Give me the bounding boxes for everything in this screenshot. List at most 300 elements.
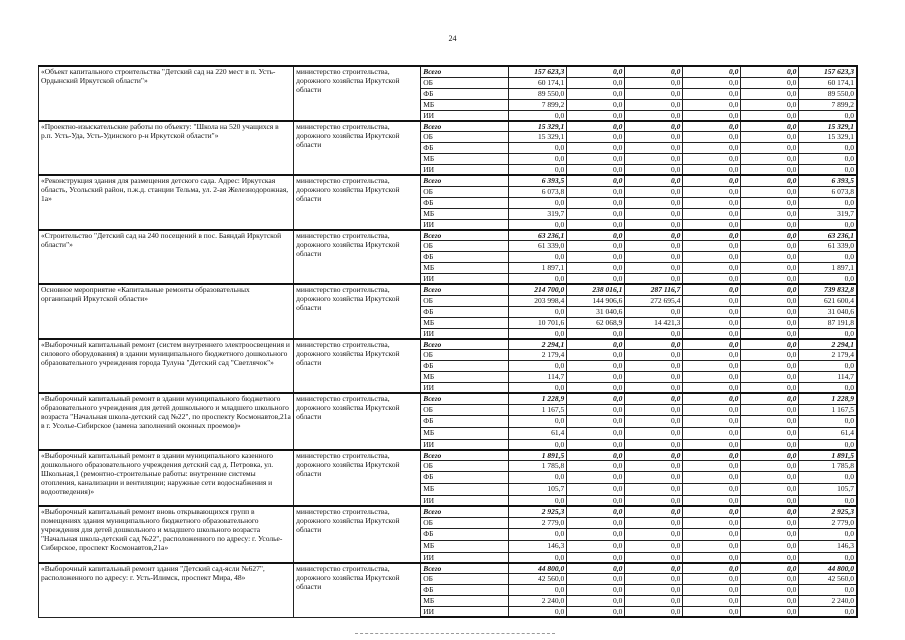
amount-cell: 0,0: [567, 186, 625, 197]
amount-cell: 0,0: [683, 263, 741, 274]
table-row-total: [39, 393, 858, 404]
amount-cell: 0,0: [567, 132, 625, 143]
amount-cell: 2 179,4: [509, 350, 567, 361]
amount-total-cell: 2 925,3: [799, 506, 857, 517]
amount-cell: 2 779,0: [509, 517, 567, 528]
amount-total-cell: 2 294,1: [799, 339, 857, 350]
funding-source: Всего: [421, 230, 509, 241]
funding-source: МБ: [421, 540, 509, 552]
amount-cell: 0,0: [625, 540, 683, 552]
amount-cell: 0,0: [683, 317, 741, 328]
amount-cell: 0,0: [683, 472, 741, 484]
amount-cell: 0,0: [509, 528, 567, 540]
amount-cell: 0,0: [741, 484, 799, 496]
amount-cell: 0,0: [625, 99, 683, 110]
amount-cell: 0,0: [567, 393, 625, 404]
funding-source: МБ: [421, 596, 509, 607]
amount-cell: 0,0: [567, 252, 625, 263]
amount-cell: 0,0: [683, 165, 741, 176]
amount-cell: 0,0: [683, 230, 741, 241]
amount-cell: 0,0: [625, 66, 683, 77]
amount-cell: 0,0: [567, 274, 625, 285]
amount-cell: 0,0: [509, 383, 567, 394]
amount-cell: 0,0: [741, 317, 799, 328]
funding-source: ИИ: [421, 607, 509, 618]
amount-cell: 0,0: [683, 607, 741, 618]
amount-cell: 0,0: [509, 328, 567, 339]
amount-cell: 0,0: [683, 393, 741, 404]
amount-cell: 0,0: [625, 439, 683, 450]
amount-cell: 203 998,4: [509, 295, 567, 306]
amount-total-cell: 114,7: [799, 372, 857, 383]
amount-cell: 0,0: [509, 496, 567, 507]
amount-cell: 89 550,0: [509, 88, 567, 99]
amount-cell: 0,0: [741, 339, 799, 350]
amount-cell: 0,0: [683, 383, 741, 394]
amount-cell: 0,0: [683, 528, 741, 540]
amount-total-cell: 0,0: [799, 328, 857, 339]
funding-source: ФБ: [421, 472, 509, 484]
amount-cell: 0,0: [567, 219, 625, 230]
amount-cell: 0,0: [741, 110, 799, 121]
amount-cell: 0,0: [683, 306, 741, 317]
amount-cell: 0,0: [683, 461, 741, 472]
amount-cell: 0,0: [683, 552, 741, 563]
amount-cell: 0,0: [741, 154, 799, 165]
activity-description: Основное мероприятие «Капитальные ремонты образовательных организаций Иркутской области»: [39, 284, 294, 339]
amount-cell: 0,0: [567, 208, 625, 219]
amount-cell: 0,0: [683, 450, 741, 461]
funding-source: ФБ: [421, 143, 509, 154]
amount-cell: 0,0: [741, 383, 799, 394]
amount-cell: 0,0: [625, 484, 683, 496]
amount-cell: 0,0: [741, 208, 799, 219]
table-row-total: [39, 66, 858, 77]
amount-cell: 0,0: [625, 415, 683, 427]
amount-cell: 0,0: [683, 66, 741, 77]
responsible-organization: министерство строительства, дорожного хозяйства Иркутской области: [294, 339, 421, 394]
amount-cell: 1 891,5: [509, 450, 567, 461]
amount-cell: 0,0: [683, 99, 741, 110]
activity-description: «Строительство "Детский сад на 240 посещений в пос. Баяндай Иркутской области"»: [39, 230, 294, 285]
funding-source: ОБ: [421, 517, 509, 528]
amount-cell: 31 040,6: [567, 306, 625, 317]
amount-cell: 0,0: [741, 372, 799, 383]
funding-source: МБ: [421, 263, 509, 274]
table-row-total: [39, 339, 858, 350]
amount-total-cell: 0,0: [799, 607, 857, 618]
activity-description: «Выборочный капитальный ремонт в здании муниципального бюджетного образовательного учреждения для детей дошкольного и младшего школьного возраста "Начальная школа-детский сад №22", по проспекту Космонавтов,21а в г. Усолье-Сибирское (замена заполнений оконных проемов)»: [39, 393, 294, 450]
responsible-organization: министерство строительства, дорожного хозяйства Иркутской области: [294, 66, 421, 121]
amount-cell: 0,0: [625, 393, 683, 404]
amount-cell: 0,0: [567, 77, 625, 88]
amount-cell: 0,0: [741, 295, 799, 306]
amount-cell: 0,0: [683, 252, 741, 263]
funding-source: Всего: [421, 175, 509, 186]
amount-cell: 0,0: [625, 165, 683, 176]
amount-cell: 1 228,9: [509, 393, 567, 404]
amount-total-cell: 0,0: [799, 274, 857, 285]
amount-cell: 0,0: [509, 274, 567, 285]
amount-total-cell: 0,0: [799, 197, 857, 208]
amount-total-cell: 31 040,6: [799, 306, 857, 317]
amount-cell: 0,0: [741, 186, 799, 197]
amount-cell: 0,0: [567, 143, 625, 154]
footer-rule: [355, 633, 555, 634]
amount-cell: 0,0: [741, 143, 799, 154]
amount-cell: 0,0: [567, 563, 625, 574]
amount-cell: 0,0: [509, 143, 567, 154]
amount-cell: 0,0: [741, 472, 799, 484]
amount-total-cell: 739 832,8: [799, 284, 857, 295]
amount-cell: 60 174,1: [509, 77, 567, 88]
amount-cell: 0,0: [567, 121, 625, 132]
amount-cell: 0,0: [741, 99, 799, 110]
amount-cell: 0,0: [741, 574, 799, 585]
responsible-organization: министерство строительства, дорожного хозяйства Иркутской области: [294, 506, 421, 563]
funding-source: ФБ: [421, 528, 509, 540]
amount-cell: 144 906,6: [567, 295, 625, 306]
amount-cell: 0,0: [509, 607, 567, 618]
table-row-total: [39, 121, 858, 132]
activity-description: «Выборочный капитальный ремонт вновь открывающихся групп в помещениях здания муниципального бюджетного образовательного учреждения для детей дошкольного и младшего школьного возраста "Начальная школа-детский сад №22", расположенного по адресу: г. Усолье-Сибирское, проспект Космонавтов,21а»: [39, 506, 294, 563]
responsible-organization: министерство строительства, дорожного хозяйства Иркутской области: [294, 284, 421, 339]
amount-cell: 0,0: [567, 263, 625, 274]
amount-cell: 0,0: [567, 383, 625, 394]
amount-cell: 0,0: [625, 197, 683, 208]
amount-cell: 0,0: [567, 361, 625, 372]
amount-cell: 0,0: [625, 528, 683, 540]
amount-total-cell: 2 779,0: [799, 517, 857, 528]
amount-cell: 0,0: [683, 496, 741, 507]
amount-total-cell: 61 339,0: [799, 241, 857, 252]
amount-cell: 0,0: [567, 165, 625, 176]
amount-cell: 0,0: [683, 328, 741, 339]
amount-cell: 1 167,5: [509, 404, 567, 415]
amount-cell: 272 695,4: [625, 295, 683, 306]
amount-total-cell: 0,0: [799, 361, 857, 372]
amount-cell: 0,0: [625, 132, 683, 143]
amount-cell: 114,7: [509, 372, 567, 383]
amount-cell: 0,0: [567, 241, 625, 252]
amount-cell: 0,0: [625, 472, 683, 484]
amount-total-cell: 1 228,9: [799, 393, 857, 404]
amount-cell: 0,0: [683, 132, 741, 143]
responsible-organization: министерство строительства, дорожного хозяйства Иркутской области: [294, 393, 421, 450]
amount-cell: 214 700,0: [509, 284, 567, 295]
activity-description: «Выборочный капитальный ремонт здания "Детский сад-ясли №627", расположенного по адресу: г. Усть-Илимск, проспект Мира, 48»: [39, 563, 294, 618]
amount-cell: 0,0: [683, 274, 741, 285]
funding-source: ИИ: [421, 165, 509, 176]
amount-cell: 0,0: [625, 230, 683, 241]
responsible-organization: министерство строительства, дорожного хозяйства Иркутской области: [294, 450, 421, 507]
amount-cell: 0,0: [683, 339, 741, 350]
amount-total-cell: 6 393,5: [799, 175, 857, 186]
amount-cell: 63 236,1: [509, 230, 567, 241]
amount-cell: 0,0: [509, 361, 567, 372]
amount-cell: 0,0: [741, 77, 799, 88]
amount-cell: 0,0: [567, 574, 625, 585]
responsible-organization: министерство строительства, дорожного хозяйства Иркутской области: [294, 563, 421, 618]
amount-cell: 0,0: [683, 295, 741, 306]
table-row-total: [39, 175, 858, 186]
amount-cell: 61,4: [509, 427, 567, 439]
amount-cell: 0,0: [741, 274, 799, 285]
amount-total-cell: 61,4: [799, 427, 857, 439]
funding-source: ОБ: [421, 186, 509, 197]
amount-cell: 6 073,8: [509, 186, 567, 197]
amount-cell: 0,0: [625, 186, 683, 197]
amount-cell: 0,0: [741, 219, 799, 230]
amount-cell: 0,0: [683, 121, 741, 132]
amount-cell: 0,0: [741, 517, 799, 528]
amount-total-cell: 0,0: [799, 585, 857, 596]
amount-cell: 0,0: [683, 154, 741, 165]
amount-cell: 0,0: [625, 143, 683, 154]
amount-cell: 0,0: [625, 121, 683, 132]
funding-source: МБ: [421, 372, 509, 383]
amount-cell: 0,0: [625, 404, 683, 415]
amount-cell: 0,0: [741, 88, 799, 99]
amount-cell: 0,0: [509, 110, 567, 121]
amount-cell: 0,0: [683, 484, 741, 496]
amount-cell: 0,0: [625, 110, 683, 121]
amount-total-cell: 0,0: [799, 252, 857, 263]
amount-cell: 0,0: [625, 306, 683, 317]
amount-cell: 0,0: [683, 439, 741, 450]
amount-total-cell: 15 329,1: [799, 132, 857, 143]
funding-source: ИИ: [421, 110, 509, 121]
amount-cell: 0,0: [567, 461, 625, 472]
amount-cell: 0,0: [567, 415, 625, 427]
amount-cell: 0,0: [567, 339, 625, 350]
funding-source: ОБ: [421, 404, 509, 415]
amount-total-cell: 0,0: [799, 383, 857, 394]
amount-cell: 0,0: [567, 585, 625, 596]
funding-source: Всего: [421, 393, 509, 404]
amount-total-cell: 1 167,5: [799, 404, 857, 415]
amount-cell: 0,0: [741, 461, 799, 472]
amount-cell: 0,0: [625, 350, 683, 361]
amount-total-cell: 0,0: [799, 552, 857, 563]
table-row-total: [39, 230, 858, 241]
amount-cell: 0,0: [625, 372, 683, 383]
amount-cell: 0,0: [567, 552, 625, 563]
amount-cell: 0,0: [683, 208, 741, 219]
amount-cell: 0,0: [683, 143, 741, 154]
funding-source: ОБ: [421, 132, 509, 143]
amount-cell: 0,0: [741, 439, 799, 450]
amount-cell: 0,0: [567, 506, 625, 517]
amount-cell: 0,0: [625, 596, 683, 607]
amount-cell: 0,0: [567, 197, 625, 208]
amount-cell: 0,0: [683, 175, 741, 186]
amount-cell: 15 329,1: [509, 121, 567, 132]
funding-source: Всего: [421, 339, 509, 350]
amount-cell: 44 800,0: [509, 563, 567, 574]
amount-cell: 0,0: [741, 252, 799, 263]
amount-cell: 1 785,8: [509, 461, 567, 472]
amount-total-cell: 2 179,4: [799, 350, 857, 361]
funding-source: МБ: [421, 484, 509, 496]
amount-cell: 0,0: [625, 563, 683, 574]
amount-cell: 0,0: [625, 263, 683, 274]
amount-cell: 0,0: [567, 66, 625, 77]
amount-cell: 105,7: [509, 484, 567, 496]
amount-cell: 0,0: [509, 472, 567, 484]
table-row-total: [39, 563, 858, 574]
amount-cell: 0,0: [625, 506, 683, 517]
amount-cell: 0,0: [683, 88, 741, 99]
activity-description: «Объект капитального строительства "Детский сад на 220 мест в п. Усть-Ордынский Иркутской области"»: [39, 66, 294, 121]
amount-total-cell: 319,7: [799, 208, 857, 219]
budget-table: [38, 65, 858, 618]
amount-cell: 0,0: [567, 110, 625, 121]
amount-cell: 157 623,3: [509, 66, 567, 77]
amount-cell: 0,0: [567, 99, 625, 110]
amount-cell: 0,0: [625, 175, 683, 186]
amount-cell: 10 701,6: [509, 317, 567, 328]
amount-cell: 0,0: [741, 393, 799, 404]
amount-total-cell: 7 899,2: [799, 99, 857, 110]
responsible-organization: министерство строительства, дорожного хозяйства Иркутской области: [294, 121, 421, 176]
amount-cell: 0,0: [683, 219, 741, 230]
amount-cell: 0,0: [741, 361, 799, 372]
table-row-total: [39, 506, 858, 517]
amount-total-cell: 0,0: [799, 165, 857, 176]
amount-cell: 2 240,0: [509, 596, 567, 607]
amount-cell: 0,0: [683, 241, 741, 252]
amount-cell: 0,0: [567, 154, 625, 165]
amount-cell: 0,0: [567, 328, 625, 339]
amount-cell: 0,0: [567, 230, 625, 241]
amount-cell: 0,0: [741, 563, 799, 574]
funding-source: ОБ: [421, 574, 509, 585]
amount-cell: 0,0: [741, 263, 799, 274]
funding-source: ИИ: [421, 439, 509, 450]
amount-total-cell: 60 174,1: [799, 77, 857, 88]
amount-cell: 0,0: [683, 415, 741, 427]
amount-cell: 0,0: [625, 552, 683, 563]
funding-source: Всего: [421, 506, 509, 517]
funding-source: МБ: [421, 427, 509, 439]
amount-cell: 0,0: [683, 596, 741, 607]
amount-cell: 0,0: [567, 404, 625, 415]
amount-cell: 0,0: [741, 165, 799, 176]
amount-cell: 0,0: [741, 284, 799, 295]
responsible-organization: министерство строительства, дорожного хозяйства Иркутской области: [294, 230, 421, 285]
amount-cell: 0,0: [625, 427, 683, 439]
amount-total-cell: 157 623,3: [799, 66, 857, 77]
funding-source: ОБ: [421, 461, 509, 472]
amount-cell: 0,0: [567, 607, 625, 618]
amount-cell: 0,0: [509, 165, 567, 176]
amount-cell: 7 899,2: [509, 99, 567, 110]
funding-source: МБ: [421, 208, 509, 219]
funding-source: ФБ: [421, 585, 509, 596]
amount-cell: 0,0: [625, 88, 683, 99]
amount-total-cell: 0,0: [799, 415, 857, 427]
amount-cell: 14 421,3: [625, 317, 683, 328]
funding-source: ФБ: [421, 361, 509, 372]
amount-cell: 0,0: [741, 230, 799, 241]
amount-cell: 0,0: [567, 439, 625, 450]
funding-source: ОБ: [421, 295, 509, 306]
amount-cell: 61 339,0: [509, 241, 567, 252]
funding-source: ОБ: [421, 77, 509, 88]
amount-cell: 0,0: [567, 540, 625, 552]
amount-total-cell: 0,0: [799, 154, 857, 165]
amount-cell: 0,0: [625, 383, 683, 394]
amount-cell: 0,0: [741, 450, 799, 461]
amount-cell: 0,0: [567, 175, 625, 186]
funding-source: ФБ: [421, 306, 509, 317]
amount-cell: 0,0: [625, 252, 683, 263]
activity-description: «Выборочный капитальный ремонт (систем внутреннего электроосвещения и силового оборудования) в здании муниципального бюджетного дошкольного образовательного учреждения города Тулуна "Детский сад "Светлячок"»: [39, 339, 294, 394]
amount-cell: 0,0: [625, 461, 683, 472]
funding-source: ОБ: [421, 241, 509, 252]
amount-cell: 0,0: [567, 496, 625, 507]
amount-cell: 0,0: [625, 241, 683, 252]
funding-source: Всего: [421, 66, 509, 77]
responsible-organization: министерство строительства, дорожного хозяйства Иркутской области: [294, 175, 421, 230]
amount-total-cell: 146,3: [799, 540, 857, 552]
amount-total-cell: 1 785,8: [799, 461, 857, 472]
amount-cell: 0,0: [625, 328, 683, 339]
amount-cell: 0,0: [509, 439, 567, 450]
amount-total-cell: 87 191,8: [799, 317, 857, 328]
amount-total-cell: 42 560,0: [799, 574, 857, 585]
amount-cell: 0,0: [741, 66, 799, 77]
funding-source: ИИ: [421, 496, 509, 507]
activity-description: «Выборочный капитальный ремонт в здании муниципального казенного дошкольного образовательного учреждения детский сад д. Петровка, ул. Школьная,1 (ремонтно-строительные работы: внутренние системы отопления, канализации и вентиляции; наружные сети водоснабжения и водоотведения)»: [39, 450, 294, 507]
funding-source: ИИ: [421, 383, 509, 394]
amount-cell: 0,0: [683, 563, 741, 574]
amount-total-cell: 0,0: [799, 110, 857, 121]
funding-source: Всего: [421, 450, 509, 461]
funding-source: МБ: [421, 317, 509, 328]
amount-cell: 0,0: [625, 450, 683, 461]
amount-cell: 0,0: [625, 77, 683, 88]
amount-total-cell: 0,0: [799, 472, 857, 484]
amount-total-cell: 0,0: [799, 143, 857, 154]
amount-total-cell: 0,0: [799, 528, 857, 540]
amount-cell: 146,3: [509, 540, 567, 552]
amount-cell: 0,0: [741, 427, 799, 439]
amount-cell: 0,0: [567, 350, 625, 361]
funding-source: ФБ: [421, 88, 509, 99]
amount-cell: 287 116,7: [625, 284, 683, 295]
amount-cell: 0,0: [625, 208, 683, 219]
amount-total-cell: 0,0: [799, 496, 857, 507]
amount-total-cell: 1 897,1: [799, 263, 857, 274]
amount-cell: 0,0: [741, 528, 799, 540]
amount-cell: 0,0: [625, 585, 683, 596]
funding-source: ИИ: [421, 552, 509, 563]
amount-cell: 0,0: [741, 540, 799, 552]
amount-total-cell: 621 600,4: [799, 295, 857, 306]
amount-total-cell: 105,7: [799, 484, 857, 496]
activity-description: «Реконструкция здания для размещения детского сада. Адрес: Иркутская область, Усольский район, п.ж.д. станции Тельма, ул. 2-ая Железнодорожная, 1а»: [39, 175, 294, 230]
amount-cell: 238 016,1: [567, 284, 625, 295]
amount-cell: 0,0: [741, 596, 799, 607]
funding-source: ИИ: [421, 274, 509, 285]
table-row-total: [39, 450, 858, 461]
amount-total-cell: 89 550,0: [799, 88, 857, 99]
amount-cell: 0,0: [741, 607, 799, 618]
amount-cell: 0,0: [683, 197, 741, 208]
funding-source: ФБ: [421, 415, 509, 427]
